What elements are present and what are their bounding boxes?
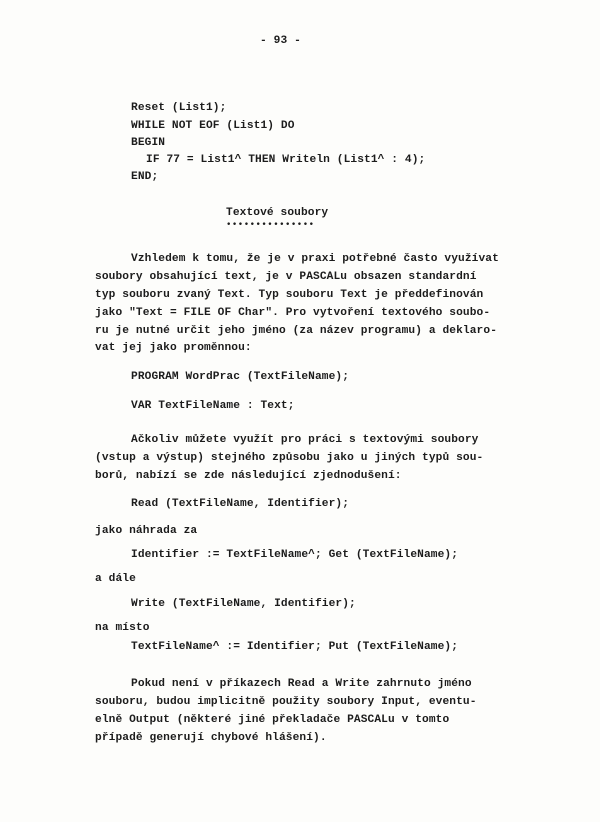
paragraph-line: jako "Text = FILE OF Char". Pro vytvoření textového soubo- bbox=[95, 307, 491, 319]
code-line: IF 77 = List1^ THEN Writeln (List1^ : 4); bbox=[146, 154, 426, 166]
page-number: - 93 - bbox=[260, 35, 301, 47]
paragraph-line: elně Output (některé jiné překladače PASCALu v tomto bbox=[95, 714, 450, 726]
code-line: END; bbox=[131, 171, 159, 183]
text-label: na místo bbox=[95, 622, 150, 634]
code-line: Write (TextFileName, Identifier); bbox=[131, 598, 356, 610]
code-line: Read (TextFileName, Identifier); bbox=[131, 498, 350, 510]
paragraph-line: soubory obsahující text, je v PASCALu obsazen standardní bbox=[95, 271, 477, 283]
paragraph-line: typ souboru zvaný Text. Typ souboru Text je předdefinován bbox=[95, 289, 484, 301]
section-heading: Textové soubory bbox=[226, 207, 329, 219]
code-line: PROGRAM WordPrac (TextFileName); bbox=[131, 371, 350, 383]
code-line: Identifier := TextFileName^; Get (TextFileName); bbox=[131, 549, 459, 561]
heading-underline: ••••••••••••••• bbox=[226, 220, 315, 230]
paragraph-line: (vstup a výstup) stejného způsobu jako u jiných typů sou- bbox=[95, 452, 484, 464]
paragraph-line: vat jej jako proměnnou: bbox=[95, 342, 252, 354]
paragraph-line: souboru, budou implicitně použity soubory Input, eventu- bbox=[95, 696, 477, 708]
text-label: jako náhrada za bbox=[95, 525, 198, 537]
paragraph-line: Pokud není v příkazech Read a Write zahrnuto jméno bbox=[131, 678, 472, 690]
code-line: VAR TextFileName : Text; bbox=[131, 400, 295, 412]
text-label: a dále bbox=[95, 573, 136, 585]
code-line: WHILE NOT EOF (List1) DO bbox=[131, 120, 295, 132]
paragraph-line: Ačkoliv můžete využít pro práci s textovými soubory bbox=[131, 434, 479, 446]
paragraph-line: případě generují chybové hlášení). bbox=[95, 732, 327, 744]
paragraph-line: Vzhledem k tomu, že je v praxi potřebné často využívat bbox=[131, 253, 499, 265]
code-line: Reset (List1); bbox=[131, 102, 227, 114]
paragraph-line: ru je nutné určit jeho jméno (za název programu) a deklaro- bbox=[95, 325, 498, 337]
code-line: TextFileName^ := Identifier; Put (TextFileName); bbox=[131, 641, 459, 653]
code-line: BEGIN bbox=[131, 137, 166, 149]
paragraph-line: borů, nabízí se zde následující zjednodušení: bbox=[95, 470, 402, 482]
